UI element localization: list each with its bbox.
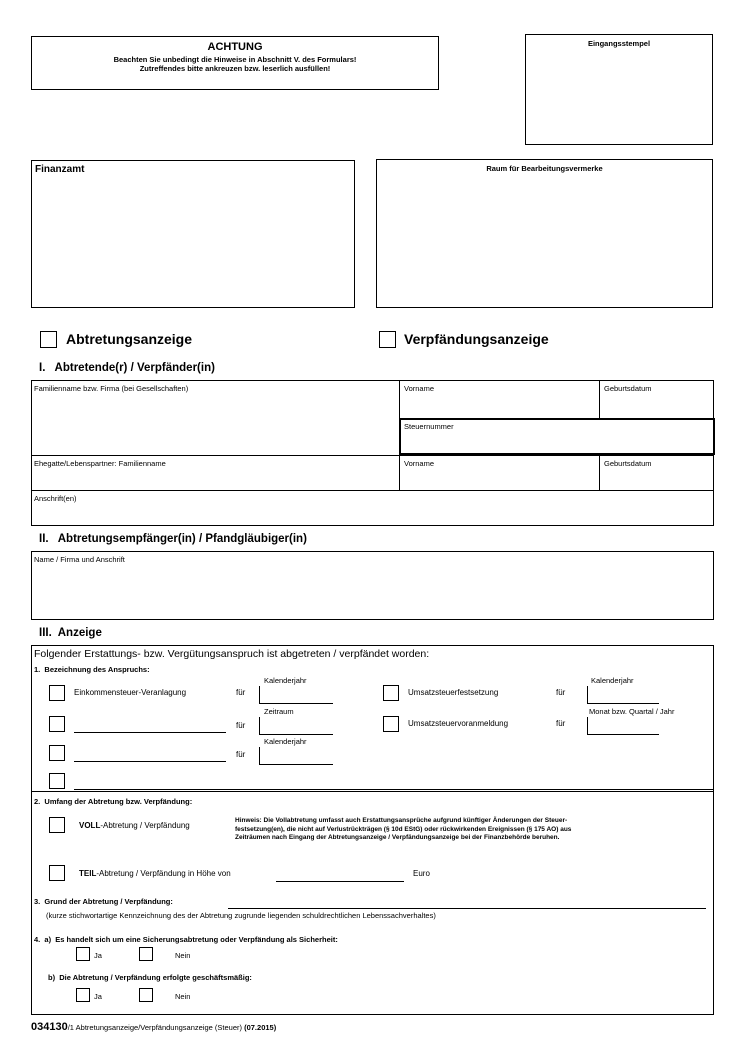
q4a-ja-label: Ja bbox=[94, 951, 102, 960]
geburtsdatum-label: Geburtsdatum bbox=[604, 384, 652, 393]
section2-field[interactable] bbox=[31, 551, 714, 620]
vorname-label: Vorname bbox=[404, 384, 435, 393]
row4-text-field[interactable] bbox=[74, 789, 714, 790]
voll-rest: -Abtretung / Verpfändung bbox=[100, 821, 190, 830]
kalenderjahr-label-4: Kalenderjahr bbox=[591, 676, 634, 685]
teil-checkbox[interactable] bbox=[49, 865, 65, 881]
umsatzvor-label: Umsatzsteuervoranmeldung bbox=[408, 719, 509, 728]
footer bbox=[31, 1021, 276, 1033]
q3-note: (kurze stichwortartige Kennzeichnung des der Abtretung zugrunde liegenden schuldrechtlichen Lebenssachverhaltes) bbox=[46, 911, 436, 920]
teil-label bbox=[79, 869, 231, 878]
section3-title: III. Anzeige bbox=[39, 627, 102, 639]
q4b-nein-label: Nein bbox=[175, 992, 191, 1001]
bearbeitung-box[interactable] bbox=[376, 159, 713, 308]
hinweis-text bbox=[235, 817, 571, 843]
eingangsstempel-label: Eingangsstempel bbox=[587, 39, 651, 48]
teil-amount-field[interactable] bbox=[276, 881, 404, 882]
fuer-label-2: für bbox=[236, 721, 246, 730]
finanzamt-label: Finanzamt bbox=[35, 164, 85, 175]
abtretung-checkbox[interactable] bbox=[40, 331, 57, 348]
teil-bold: TEIL bbox=[79, 869, 97, 878]
q4b-ja-checkbox[interactable] bbox=[76, 988, 90, 1002]
verpfaendung-label: Verpfändungsanzeige bbox=[404, 331, 549, 347]
eingangsstempel-box[interactable] bbox=[525, 34, 713, 145]
monat-label: Monat bzw. Quartal / Jahr bbox=[589, 707, 675, 716]
steuernummer-label: Steuernummer bbox=[404, 422, 454, 431]
fuer-label-3: für bbox=[236, 750, 246, 759]
fuer-label-4: für bbox=[556, 688, 566, 697]
q4b-label: b) Die Abtretung / Verpfändung erfolgte geschäftsmäßig: bbox=[48, 973, 252, 982]
achtung-line1: Beachten Sie unbedingt die Hinweise in Abschnitt V. des Formulars! bbox=[113, 55, 357, 64]
kalenderjahr-label-3: Kalenderjahr bbox=[264, 737, 307, 746]
section3-intro: Folgender Erstattungs- bzw. Vergütungsanspruch ist abgetreten / verpfändet worden: bbox=[34, 648, 430, 660]
familienname-label: Familienname bzw. Firma (bei Gesellschaften) bbox=[34, 384, 189, 393]
zeitraum-label: Zeitraum bbox=[264, 707, 294, 716]
voll-checkbox[interactable] bbox=[49, 817, 65, 833]
bearbeitung-label: Raum für Bearbeitungsvermerke bbox=[486, 164, 603, 173]
section2-title: II. Abtretungsempfänger(in) / Pfandgläubiger(in) bbox=[39, 533, 307, 545]
hinweis-line3: Zeiträumen nach Eingang der Abtretungsanzeige / Verpfändungsanzeige bei der Finanzbehörde beruhen. bbox=[235, 834, 560, 841]
kalenderjahr-label-1: Kalenderjahr bbox=[264, 676, 307, 685]
fuer-label-1: für bbox=[236, 688, 246, 697]
umsatzfest-checkbox[interactable] bbox=[383, 685, 399, 701]
q4a-label: 4. a) Es handelt sich um eine Sicherungsabtretung oder Verpfändung als Sicherheit: bbox=[34, 935, 338, 944]
row3-checkbox[interactable] bbox=[49, 745, 65, 761]
einkommen-label: Einkommensteuer-Veranlagung bbox=[74, 688, 187, 697]
fuer-label-5: für bbox=[556, 719, 566, 728]
achtung-title: ACHTUNG bbox=[207, 41, 263, 53]
q3-field[interactable] bbox=[228, 908, 706, 909]
q4a-nein-label: Nein bbox=[175, 951, 191, 960]
row2-checkbox[interactable] bbox=[49, 716, 65, 732]
abtretung-label: Abtretungsanzeige bbox=[66, 331, 193, 347]
row3-text-field[interactable] bbox=[74, 761, 226, 762]
achtung-box bbox=[31, 36, 439, 90]
footer-date: (07.2015) bbox=[244, 1023, 277, 1032]
euro-label: Euro bbox=[413, 869, 430, 878]
voll-label bbox=[79, 821, 190, 830]
umsatzvor-checkbox[interactable] bbox=[383, 716, 399, 732]
verpfaendung-checkbox[interactable] bbox=[379, 331, 396, 348]
geburtsdatum2-label: Geburtsdatum bbox=[604, 459, 652, 468]
hinweis-line2: festsetzung(en), die nicht auf Verlustrückträgen (§ 10d EStG) oder rückwirkenden Ereignissen (§ 175 AO) aus bbox=[235, 825, 572, 833]
kalenderjahr-field-3[interactable] bbox=[259, 764, 333, 765]
row4-checkbox[interactable] bbox=[49, 773, 65, 789]
q4b-nein-checkbox[interactable] bbox=[139, 988, 153, 1002]
footer-code: 034130 bbox=[31, 1021, 68, 1033]
finanzamt-box[interactable] bbox=[31, 160, 355, 308]
q3-label: 3. Grund der Abtretung / Verpfändung: bbox=[34, 897, 173, 906]
anschrift-label: Anschrift(en) bbox=[34, 494, 77, 503]
voll-bold: VOLL bbox=[79, 821, 101, 830]
q2-label: 2. Umfang der Abtretung bzw. Verpfändung: bbox=[34, 797, 193, 806]
umsatzfest-label: Umsatzsteuerfestsetzung bbox=[408, 688, 499, 697]
einkommen-checkbox[interactable] bbox=[49, 685, 65, 701]
q4a-nein-checkbox[interactable] bbox=[139, 947, 153, 961]
row2-text-field[interactable] bbox=[74, 732, 226, 733]
vorname2-label: Vorname bbox=[404, 459, 435, 468]
teil-rest: -Abtretung / Verpfändung in Höhe von bbox=[96, 869, 231, 878]
section1-title: I. Abtretende(r) / Verpfänder(in) bbox=[39, 362, 215, 374]
ehegatte-label: Ehegatte/Lebenspartner: Familienname bbox=[34, 459, 166, 468]
zeitraum-field[interactable] bbox=[259, 734, 333, 735]
monat-field[interactable] bbox=[587, 734, 659, 735]
kalenderjahr-field-4[interactable] bbox=[587, 703, 659, 704]
q4a-ja-checkbox[interactable] bbox=[76, 947, 90, 961]
q1-label: 1. Bezeichnung des Anspruchs: bbox=[34, 665, 150, 674]
achtung-line2: Zutreffendes bitte ankreuzen bzw. leserlich ausfüllen! bbox=[139, 64, 331, 73]
footer-rest: /1 Abtretungsanzeige/Verpfändungsanzeige (Steuer) bbox=[67, 1023, 245, 1032]
section2-name-label: Name / Firma und Anschrift bbox=[34, 555, 125, 564]
q4b-ja-label: Ja bbox=[94, 992, 102, 1001]
hinweis-line1: Hinweis: Die Vollabtretung umfasst auch Erstattungsansprüche aufgrund künftiger Änderungen der Steuer- bbox=[235, 817, 568, 824]
kalenderjahr-field-1[interactable] bbox=[259, 703, 333, 704]
